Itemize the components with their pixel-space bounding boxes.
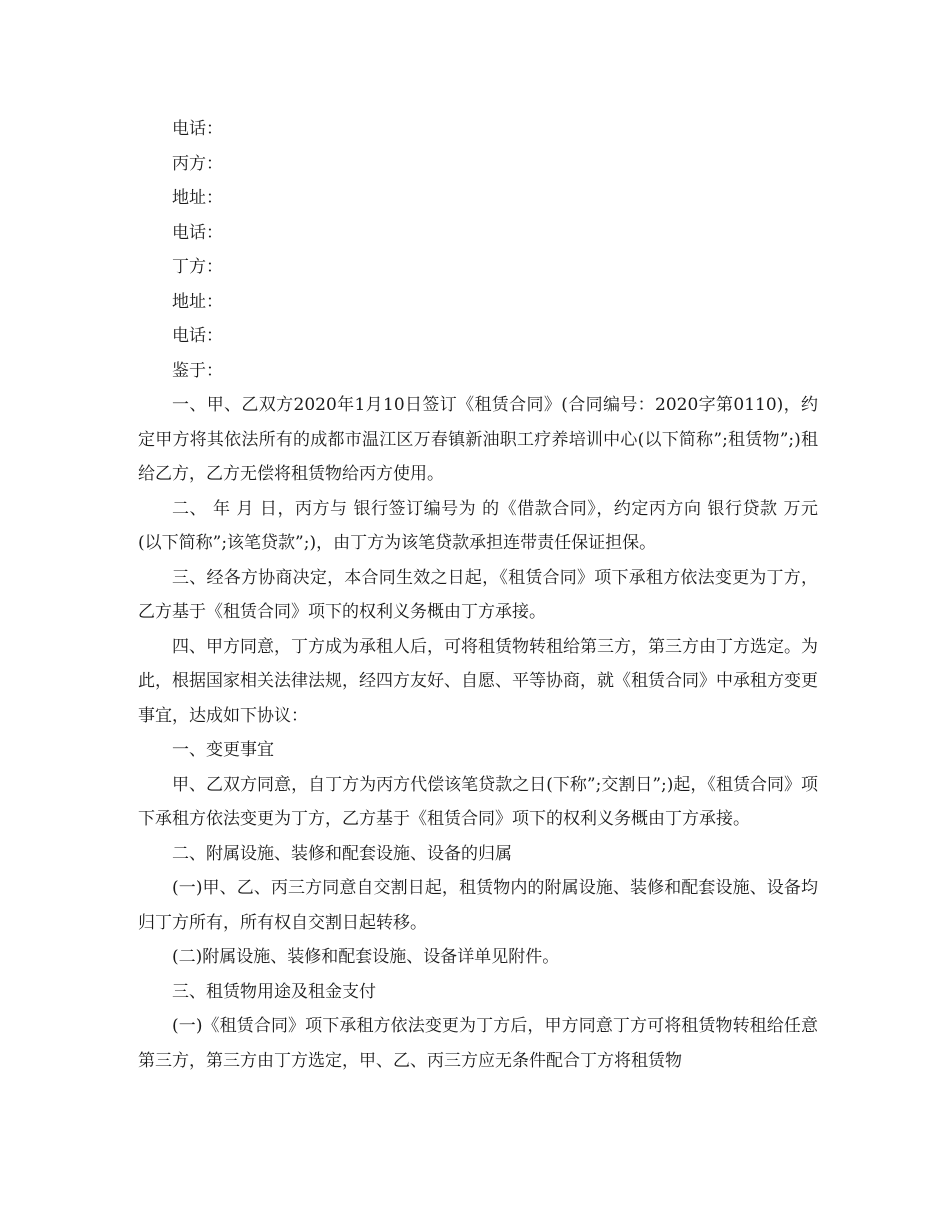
recital-4: 四、甲方同意，丁方成为承租人后，可将租赁物转租给第三方，第三方由丁方选定。为此，根据国家相关法律法规，经四方友好、自愿、平等协商，就《租赁合同》中承租方变更事宜，达成如下协议： (138, 636, 818, 726)
field-phone-1: 电话： (172, 119, 223, 139)
section-heading-facilities: 二、附属设施、装修和配套设施、设备的归属 (172, 843, 512, 864)
field-address-c: 地址： (172, 188, 223, 208)
field-party-c: 丙方： (172, 153, 223, 174)
rent-clause-1: (一)《租赁合同》项下承租方依法变更为丁方后，甲方同意丁方可将租赁物转租给任意第三方，第三方由丁方选定，甲、乙、丙三方应无条件配合丁方将租赁物 (138, 1016, 818, 1071)
field-phone-c: 电话： (172, 222, 223, 243)
section-body-change: 甲、乙双方同意，自丁方为丙方代偿该笔贷款之日(下称”;交割日”;)起，《租赁合同》项下承租方依法变更为丁方，乙方基于《租赁合同》项下的权利义务概由丁方承接。 (138, 774, 818, 829)
field-phone-d: 电话： (172, 326, 223, 346)
section-heading-change: 一、变更事宜 (172, 740, 274, 760)
facilities-clause-1: (一)甲、乙、丙三方同意自交割日起，租赁物内的附属设施、装修和配套设施、设备均归丁方所有，所有权自交割日起转移。 (138, 878, 818, 933)
section-heading-rent: 三、租赁物用途及租金支付 (172, 981, 376, 1002)
facilities-clause-2: (二)附属设施、装修和配套设施、设备详单见附件。 (172, 947, 560, 967)
field-address-d: 地址： (172, 291, 223, 312)
recital-1: 一、甲、乙双方2020年1月10日签订《租赁合同》(合同编号：2020字第0110)，约定甲方将其依法所有的成都市温江区万春镇新油职工疗养培训中心(以下简称”;租赁物”;)租给乙方，乙方无偿将租赁物给丙方使用。 (138, 395, 818, 484)
field-whereas: 鉴于： (172, 360, 223, 381)
recital-2: 二、 年 月 日，丙方与 银行签订编号为 的《借款合同》，约定丙方向 银行贷款 万元(以下简称”;该笔贷款”;)，由丁方为该笔贷款承担连带责任保证担保。 (138, 498, 818, 553)
document-body (138, 112, 818, 1078)
recital-3: 三、经各方协商决定，本合同生效之日起，《租赁合同》项下承租方依法变更为丁方，乙方基于《租赁合同》项下的权利义务概由丁方承接。 (138, 567, 818, 622)
field-party-d: 丁方： (172, 257, 223, 277)
